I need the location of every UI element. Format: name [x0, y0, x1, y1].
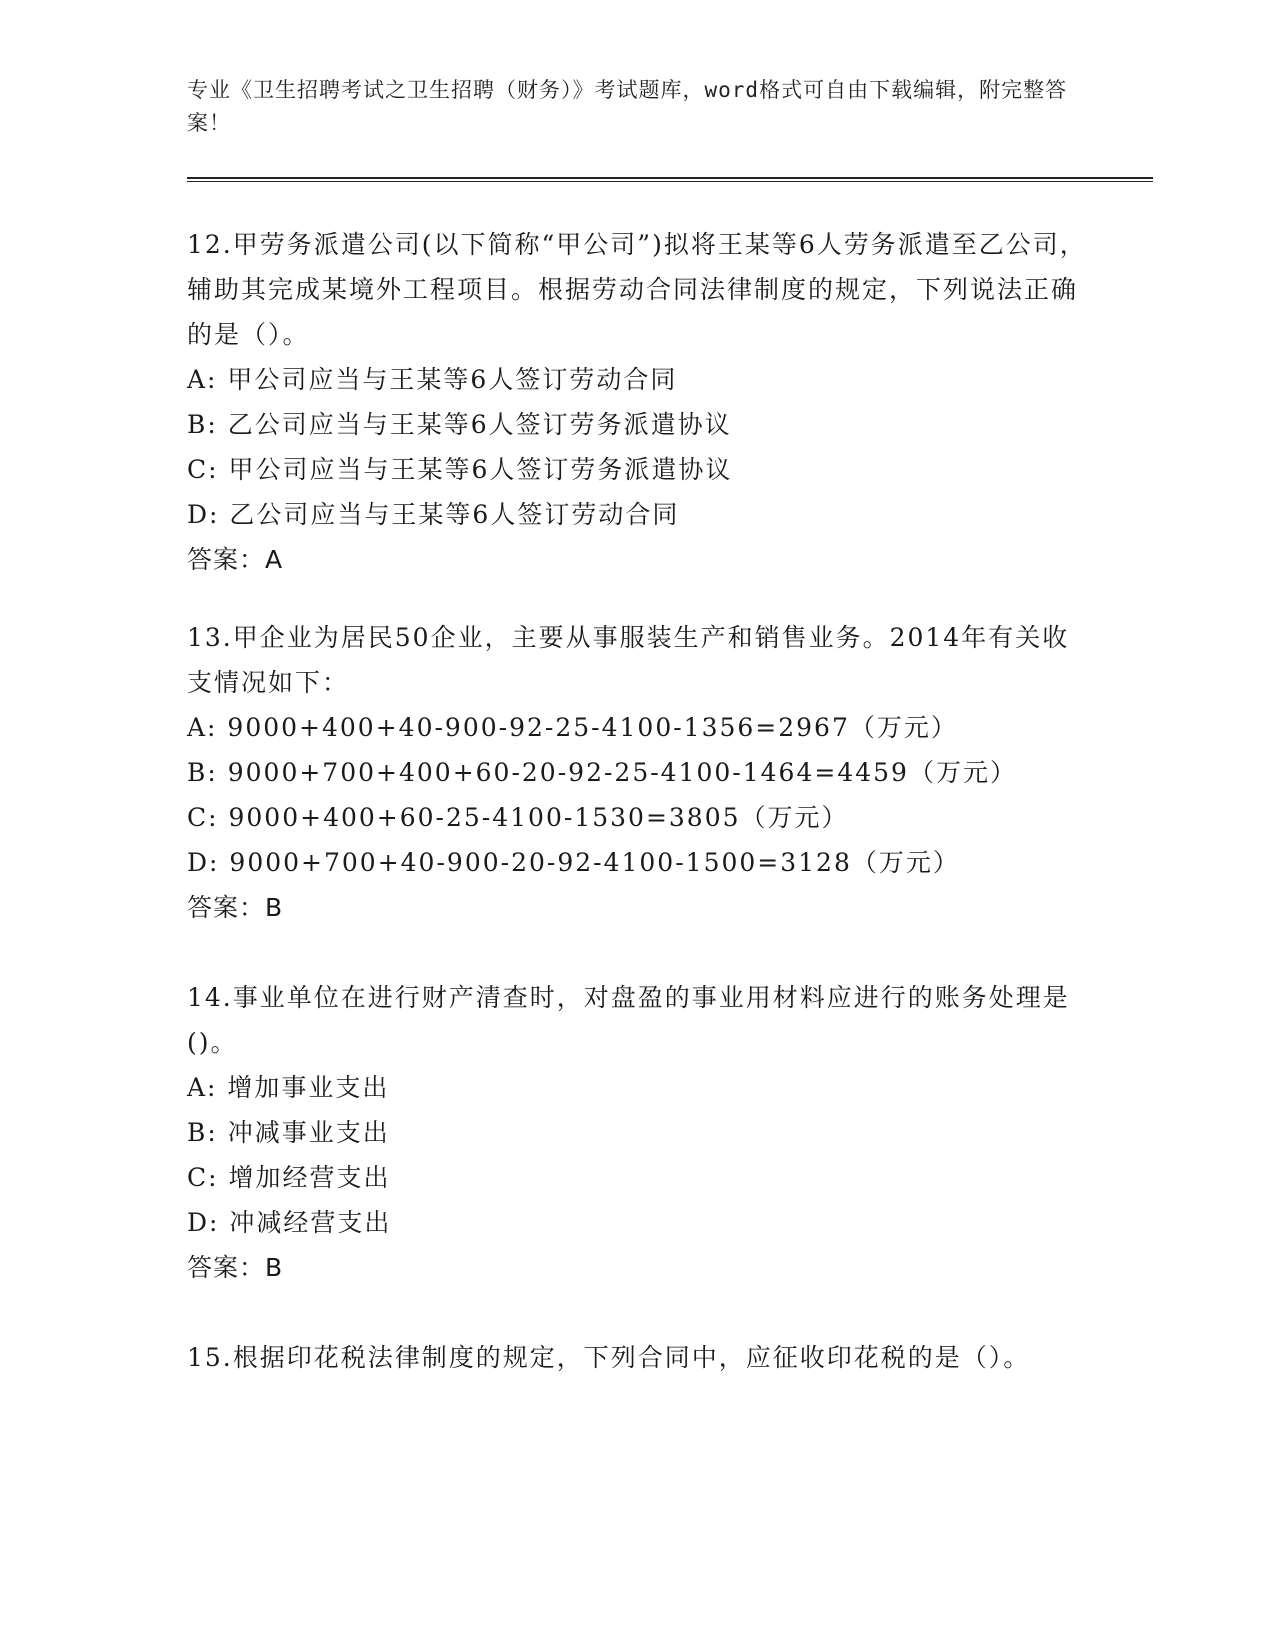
question-stem: 15.根据印花税法律制度的规定，下列合同中，应征收印花税的是（）。: [187, 1343, 1031, 1372]
option-d: D: 9000+700+40-900-20-92-4100-1500=3128（万元）: [187, 848, 960, 877]
question-stem: 14.事业单位在进行财产清查时，对盘盈的事业用材料应进行的账务处理是()。: [187, 983, 1070, 1057]
question-13: [187, 615, 1087, 930]
option-c: C: 甲公司应当与王某等6人签订劳务派遣协议: [187, 455, 733, 484]
option-a: A: 甲公司应当与王某等6人签订劳动合同: [187, 365, 678, 394]
question-stem: 13.甲企业为居民50企业，主要从事服装生产和销售业务。2014年有关收支情况如下：: [187, 623, 1070, 697]
document-header: 专业《卫生招聘考试之卫生招聘（财务）》考试题库，word格式可自由下载编辑，附完整答案！: [187, 78, 1068, 135]
option-c: C: 增加经营支出: [187, 1163, 391, 1192]
option-b: B: 乙公司应当与王某等6人签订劳务派遣协议: [187, 410, 732, 439]
option-a: A: 增加事业支出: [187, 1073, 390, 1102]
header-divider: [187, 177, 1153, 182]
answer: 答案：B: [187, 893, 284, 922]
question-14: [187, 975, 1087, 1290]
answer: 答案：A: [187, 545, 284, 574]
option-d: D: 冲减经营支出: [187, 1208, 392, 1237]
option-b: B: 冲减事业支出: [187, 1118, 390, 1147]
option-c: C: 9000+400+60-25-4100-1530=3805（万元）: [187, 803, 849, 832]
option-a: A: 9000+400+40-900-92-25-4100-1356=2967（万元）: [187, 713, 958, 742]
answer: 答案：B: [187, 1253, 284, 1282]
question-15: [187, 1335, 1087, 1380]
question-12: [187, 222, 1087, 582]
option-d: D: 乙公司应当与王某等6人签订劳动合同: [187, 500, 680, 529]
question-stem: 12.甲劳务派遣公司(以下简称“甲公司”)拟将王某等6人劳务派遣至乙公司，辅助其完成某境外工程项目。根据劳动合同法律制度的规定，下列说法正确的是（）。: [187, 230, 1087, 349]
option-b: B: 9000+700+400+60-20-92-25-4100-1464=4459（万元）: [187, 758, 1017, 787]
